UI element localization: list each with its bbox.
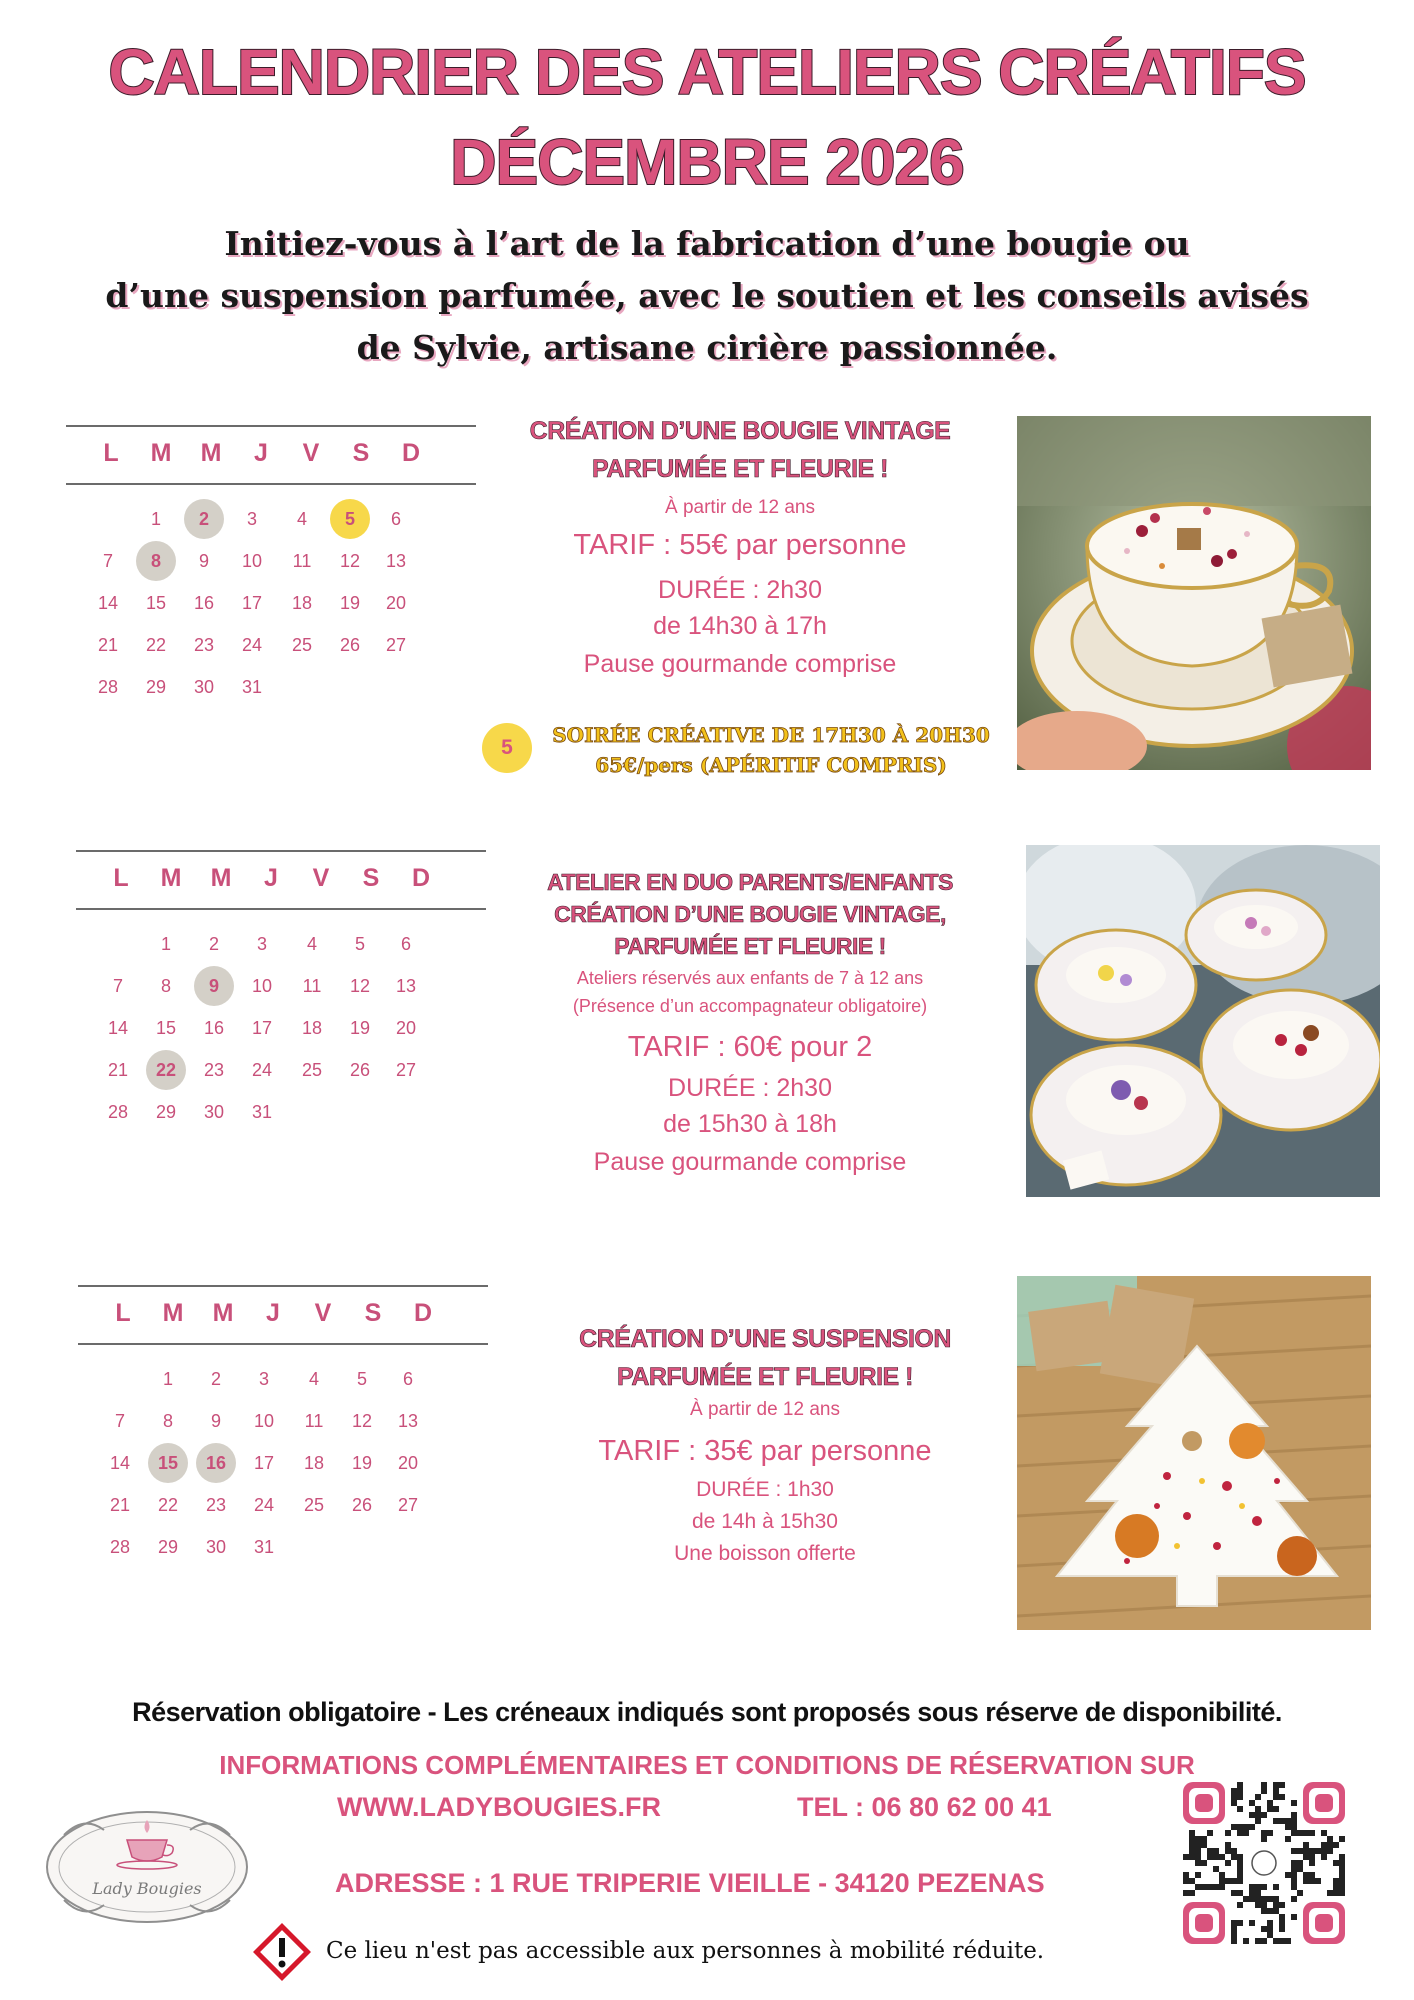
calendar-day: 29: [155, 1102, 177, 1122]
calendar-day: 4: [308, 1369, 319, 1389]
calendar-day: 2: [208, 934, 219, 954]
calendar-day[interactable]: 15: [148, 1443, 188, 1483]
calendar-days-grid: [66, 499, 476, 729]
calendar-day: 21: [97, 635, 119, 655]
calendar-day: 20: [395, 1018, 417, 1038]
weekday-label: J: [254, 439, 268, 467]
calendar-day: 27: [397, 1495, 419, 1515]
workshop-price: TARIF : 55€ par personne: [573, 529, 907, 561]
calendar-day: 26: [351, 1495, 373, 1515]
calendar-day: 9: [210, 1411, 221, 1431]
calendar-day[interactable]: 16: [196, 1443, 236, 1483]
intro-line: de Sylvie, artisane cirière passionnée.: [356, 328, 1058, 367]
calendar-day: 25: [303, 1495, 325, 1515]
weekday-label: L: [103, 439, 119, 467]
calendar-day: 26: [349, 1060, 371, 1080]
calendar-day: 30: [193, 677, 215, 697]
calendar-workshop-1: [66, 425, 476, 729]
calendar-day[interactable]: 5: [330, 499, 370, 539]
calendar-day: 6: [390, 509, 401, 529]
calendar-day: 30: [203, 1102, 225, 1122]
calendar-day: 18: [303, 1453, 325, 1473]
calendar-workshop-3: [78, 1285, 488, 1589]
intro-text: [0, 218, 1414, 374]
calendar-day: 10: [253, 1411, 275, 1431]
calendar-day: 29: [145, 677, 167, 697]
calendar-day: 6: [400, 934, 411, 954]
intro-line: Initiez-vous à l’art de la fabrication d’une bougie ou: [224, 224, 1190, 263]
calendar-day: 28: [97, 677, 119, 697]
calendar-day: 5: [354, 934, 365, 954]
calendar-day: 21: [109, 1495, 131, 1515]
weekday-label: V: [314, 1299, 332, 1327]
calendar-day: 18: [291, 593, 313, 613]
weekday-label: S: [352, 439, 370, 467]
calendar-day[interactable]: 2: [184, 499, 224, 539]
calendar-day[interactable]: 8: [136, 541, 176, 581]
calendar-day: 10: [251, 976, 273, 996]
workshop-2-info: [520, 866, 980, 1180]
workshop-hours: de 14h à 15h30: [692, 1510, 838, 1533]
workshop-duration: DURÉE : 2h30: [658, 576, 822, 604]
calendar-day: 12: [349, 976, 371, 996]
calendar-day: 7: [102, 551, 113, 571]
workshop-price: TARIF : 60€ pour 2: [627, 1031, 873, 1063]
weekday-label: V: [312, 864, 330, 892]
calendar-day: 7: [112, 976, 123, 996]
calendar-day: 1: [160, 934, 171, 954]
calendar-day: 11: [302, 976, 322, 996]
workshop-age: Ateliers réservés aux enfants de 7 à 12 ans: [576, 968, 924, 988]
calendar-day: 22: [157, 1495, 179, 1515]
warning-icon: [252, 1922, 312, 1982]
workshop-age: À partir de 12 ans: [690, 1399, 840, 1420]
workshop-duration: DURÉE : 2h30: [668, 1074, 832, 1102]
calendar-day: 27: [395, 1060, 417, 1080]
weekday-label: D: [413, 1299, 433, 1327]
workshop-extra: Pause gourmande comprise: [593, 1148, 907, 1176]
calendar-day: 23: [205, 1495, 227, 1515]
calendar-header-rule: [78, 1343, 488, 1345]
website-link[interactable]: WWW.LADYBOUGIES.FR: [337, 1792, 661, 1822]
weekday-label: S: [362, 864, 380, 892]
calendar-day: 19: [349, 1018, 371, 1038]
calendar-day: 13: [385, 551, 407, 571]
workshop-age-note: (Présence d’un accompagnateur obligatoire): [572, 996, 928, 1016]
calendar-day: 20: [385, 593, 407, 613]
calendar-day: 30: [205, 1537, 227, 1557]
workshop-title: ATELIER EN DUO PARENTS/ENFANTS: [547, 869, 953, 895]
calendar-weekday-header: [76, 852, 486, 908]
accessibility-notice: Ce lieu n'est pas accessible aux personnes à mobilité réduite.: [326, 1938, 1045, 1964]
workshop-extra: Une boisson offerte: [674, 1542, 856, 1565]
calendar-day: 29: [157, 1537, 179, 1557]
calendar-day[interactable]: 9: [194, 966, 234, 1006]
workshop-hours: de 14h30 à 17h: [653, 612, 827, 640]
calendar-day: 23: [193, 635, 215, 655]
special-evening-line: 65€/pers (APÉRITIF COMPRIS): [595, 753, 947, 777]
calendar-day: 24: [253, 1495, 275, 1515]
calendar-day: 28: [107, 1102, 129, 1122]
calendar-day: 1: [162, 1369, 173, 1389]
workshop-price: TARIF : 35€ par personne: [598, 1435, 932, 1467]
weekday-label: V: [302, 439, 320, 467]
calendar-day: 27: [385, 635, 407, 655]
calendar-day: 17: [253, 1453, 275, 1473]
intro-line: d’une suspension parfumée, avec le soutien et les conseils avisés: [105, 276, 1309, 315]
calendar-workshop-2: [76, 850, 486, 1154]
weekday-label: M: [200, 439, 222, 467]
workshop-3-info: [520, 1320, 1010, 1570]
tree-suspension-photo: [1017, 1276, 1371, 1630]
calendar-day: 11: [292, 551, 312, 571]
qr-code[interactable]: [1183, 1782, 1345, 1944]
calendar-day: 19: [351, 1453, 373, 1473]
calendar-day: 3: [256, 934, 267, 954]
calendar-day: 17: [241, 593, 263, 613]
weekday-label: M: [210, 864, 232, 892]
calendar-day: 5: [356, 1369, 367, 1389]
calendar-day: 26: [339, 635, 361, 655]
calendar-day: 6: [402, 1369, 413, 1389]
weekday-label: J: [264, 864, 278, 892]
calendar-day: 12: [339, 551, 361, 571]
calendar-day: 4: [296, 509, 307, 529]
workshop-title: CRÉATION D’UNE SUSPENSION: [579, 1325, 951, 1353]
page-subtitle-month: DÉCEMBRE 2026: [450, 126, 964, 198]
calendar-day: 20: [397, 1453, 419, 1473]
weekday-label: M: [150, 439, 172, 467]
calendar-day: 15: [145, 593, 167, 613]
info-line: INFORMATIONS COMPLÉMENTAIRES ET CONDITIONS DE RÉSERVATION SUR: [219, 1750, 1195, 1780]
calendar-day: 25: [301, 1060, 323, 1080]
workshop-1-info: [500, 412, 980, 682]
calendar-day: 28: [109, 1537, 131, 1557]
calendar-day: 23: [203, 1060, 225, 1080]
calendar-day: 1: [150, 509, 161, 529]
calendar-day: 19: [339, 593, 361, 613]
weekday-label: S: [364, 1299, 382, 1327]
workshop-title: PARFUMÉE ET FLEURIE !: [592, 455, 888, 483]
calendar-day: 14: [109, 1453, 131, 1473]
calendar-header-rule: [66, 483, 476, 485]
address: ADRESSE : 1 RUE TRIPERIE VIEILLE - 34120 PEZENAS: [335, 1868, 1045, 1898]
calendar-day: 25: [291, 635, 313, 655]
weekday-label: D: [411, 864, 431, 892]
calendar-day: 16: [193, 593, 215, 613]
workshop-title: PARFUMÉE ET FLEURIE !: [617, 1363, 913, 1391]
calendar-day: 3: [258, 1369, 269, 1389]
calendar-day: 8: [160, 976, 171, 996]
calendar-day: 14: [97, 593, 119, 613]
workshop-title: CRÉATION D’UNE BOUGIE VINTAGE: [529, 417, 951, 445]
calendar-day[interactable]: 22: [146, 1050, 186, 1090]
calendar-day: 9: [198, 551, 209, 571]
weekday-label: M: [160, 864, 182, 892]
calendar-day: 10: [241, 551, 263, 571]
weekday-label: L: [115, 1299, 131, 1327]
workshop-title: CRÉATION D’UNE BOUGIE VINTAGE,: [554, 901, 946, 927]
weekday-label: M: [162, 1299, 184, 1327]
calendar-day: 2: [210, 1369, 221, 1389]
workshop-duration: DURÉE : 1h30: [696, 1478, 834, 1501]
calendar-day: 31: [251, 1102, 273, 1122]
special-day-badge: 5: [482, 723, 532, 773]
calendar-day: 18: [301, 1018, 323, 1038]
calendar-day: 15: [155, 1018, 177, 1038]
calendar-day: 21: [107, 1060, 129, 1080]
workshop-title: PARFUMÉE ET FLEURIE !: [614, 933, 886, 959]
weekday-label: M: [212, 1299, 234, 1327]
calendar-day: 7: [114, 1411, 125, 1431]
special-evening: [536, 720, 1006, 780]
calendar-day: 4: [306, 934, 317, 954]
calendar-day: 13: [397, 1411, 419, 1431]
calendar-day: 17: [251, 1018, 273, 1038]
calendar-day: 31: [253, 1537, 275, 1557]
calendar-day: 14: [107, 1018, 129, 1038]
weekday-label: J: [266, 1299, 280, 1327]
workshop-age: À partir de 12 ans: [665, 497, 815, 518]
teacup-candle-photo: [1017, 416, 1371, 770]
phone-number[interactable]: TEL : 06 80 62 00 41: [797, 1792, 1052, 1822]
calendar-day: 22: [145, 635, 167, 655]
calendar-day: 24: [241, 635, 263, 655]
workshop-hours: de 15h30 à 18h: [663, 1110, 837, 1138]
duo-candles-photo: [1026, 845, 1380, 1197]
page-title: CALENDRIER DES ATELIERS CRÉATIFS: [108, 36, 1306, 108]
calendar-day: 24: [251, 1060, 273, 1080]
lady-bougies-logo: [44, 1795, 250, 1925]
calendar-weekday-header: [78, 1287, 488, 1343]
calendar-day: 16: [203, 1018, 225, 1038]
calendar-day: 11: [304, 1411, 324, 1431]
calendar-day: 12: [351, 1411, 373, 1431]
weekday-label: D: [401, 439, 421, 467]
weekday-label: L: [113, 864, 129, 892]
calendar-days-grid: [76, 924, 486, 1154]
logo-text: Lady Bougies: [92, 1879, 202, 1898]
workshop-extra: Pause gourmande comprise: [583, 650, 897, 678]
calendar-day: 8: [162, 1411, 173, 1431]
calendar-day: 3: [246, 509, 257, 529]
reservation-note: Réservation obligatoire - Les créneaux indiqués sont proposés sous réserve de disponibilité.: [132, 1697, 1282, 1727]
calendar-day: 31: [241, 677, 263, 697]
special-evening-line: SOIRÉE CRÉATIVE DE 17H30 À 20H30: [552, 723, 990, 747]
calendar-weekday-header: [66, 427, 476, 483]
calendar-days-grid: [78, 1359, 488, 1589]
calendar-day: 13: [395, 976, 417, 996]
calendar-header-rule: [76, 908, 486, 910]
